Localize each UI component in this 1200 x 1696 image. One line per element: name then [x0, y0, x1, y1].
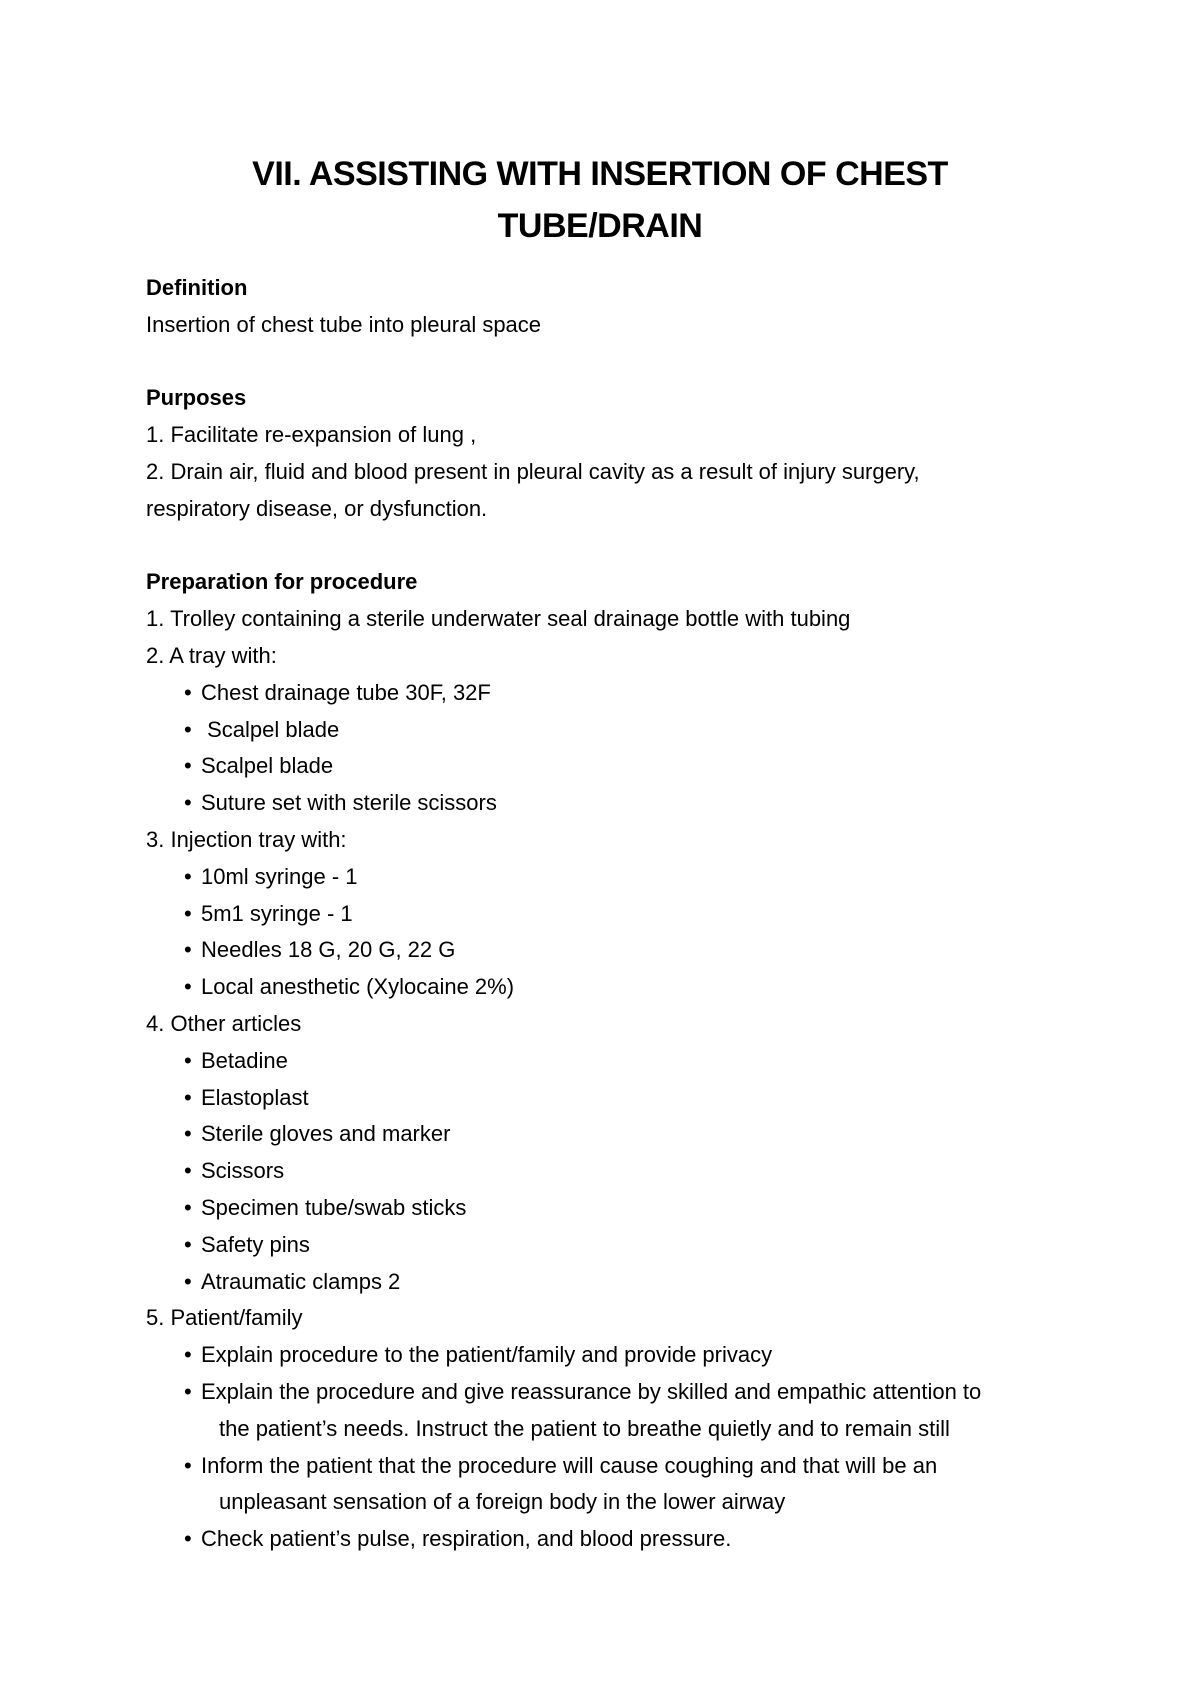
page-title: [0, 148, 1200, 252]
bullet-icon: •: [184, 1526, 192, 1552]
preparation-item-5: 5. Patient/family: [146, 1305, 303, 1331]
purposes-heading: Purposes: [146, 385, 247, 411]
bullet-icon: •: [184, 753, 192, 779]
list-item: • Suture set with sterile scissors: [146, 785, 1086, 822]
list-item: • 5m1 syringe - 1: [146, 896, 1086, 933]
bullet-icon: •: [184, 937, 192, 963]
list-item: • Check patient’s pulse, respiration, and blood pressure.: [146, 1521, 1086, 1558]
purpose-item-1: 1. Facilitate re-expansion of lung ,: [146, 422, 477, 448]
list-item: • Elastoplast: [146, 1080, 1086, 1117]
preparation-heading: Preparation for procedure: [146, 569, 418, 595]
title-line-2: TUBE/DRAIN: [497, 207, 703, 245]
definition-heading: Definition: [146, 275, 248, 300]
bullet-icon: •: [184, 1231, 192, 1257]
purpose-item-2: 2. Drain air, fluid and blood present in pleural cavity as a result of injury surgery,: [146, 458, 920, 484]
bullet-icon: •: [184, 1121, 192, 1147]
bullet-icon: •: [184, 974, 192, 1000]
list-item-continuation: the patient’s needs. Instruct the patient to breathe quietly and to remain still: [219, 1415, 950, 1441]
bullet-icon: •: [184, 863, 192, 889]
list-item: • Local anesthetic (Xylocaine 2%): [146, 969, 1086, 1006]
list-item: • Scissors: [146, 1153, 1086, 1190]
definition-text: Insertion of chest tube into pleural space: [146, 311, 542, 337]
spacer: [146, 528, 1086, 565]
bullet-icon: •: [184, 1084, 192, 1110]
bullet-icon: •: [184, 900, 192, 926]
purpose-item-2-continued: respiratory disease, or dysfunction.: [146, 495, 488, 521]
spacer: [146, 344, 1086, 381]
list-item: • Scalpel blade: [146, 712, 1086, 749]
list-item: • Betadine: [146, 1043, 1086, 1080]
list-item-continuation: unpleasant sensation of a foreign body in the lower airway: [219, 1489, 786, 1515]
list-item: • Explain the procedure and give reassurance by skilled and empathic attention to: [146, 1374, 1086, 1411]
title-line-1: VII. ASSISTING WITH INSERTION OF CHEST: [252, 155, 948, 193]
bullet-icon: •: [184, 1342, 192, 1368]
list-item: • 10ml syringe - 1: [146, 859, 1086, 896]
bullet-icon: •: [184, 1452, 192, 1478]
bullet-icon: •: [184, 1158, 192, 1184]
list-item: • Needles 18 G, 20 G, 22 G: [146, 932, 1086, 969]
list-item: • Sterile gloves and marker: [146, 1116, 1086, 1153]
list-item: • Specimen tube/swab sticks: [146, 1190, 1086, 1227]
list-item: • Scalpel blade: [146, 748, 1086, 785]
bullet-icon: •: [184, 1194, 192, 1220]
document-body: [146, 270, 1086, 1558]
bullet-icon: •: [184, 1268, 192, 1294]
list-item: • Atraumatic clamps 2: [146, 1264, 1086, 1301]
preparation-item-3: 3. Injection tray with:: [146, 826, 347, 852]
bullet-icon: •: [184, 790, 192, 816]
list-item: • Safety pins: [146, 1227, 1086, 1264]
bullet-icon: •: [184, 1378, 192, 1404]
bullet-icon: •: [184, 1047, 192, 1073]
list-item: • Inform the patient that the procedure will cause coughing and that will be an: [146, 1448, 1086, 1485]
list-item: • Chest drainage tube 30F, 32F: [146, 675, 1086, 712]
bullet-icon: •: [184, 716, 192, 742]
preparation-item-2: 2. A tray with:: [146, 642, 277, 668]
bullet-icon: •: [184, 679, 192, 705]
list-item: • Explain procedure to the patient/family and provide privacy: [146, 1337, 1086, 1374]
preparation-item-4: 4. Other articles: [146, 1010, 302, 1036]
preparation-item-1: 1. Trolley containing a sterile underwater seal drainage bottle with tubing: [146, 606, 851, 632]
